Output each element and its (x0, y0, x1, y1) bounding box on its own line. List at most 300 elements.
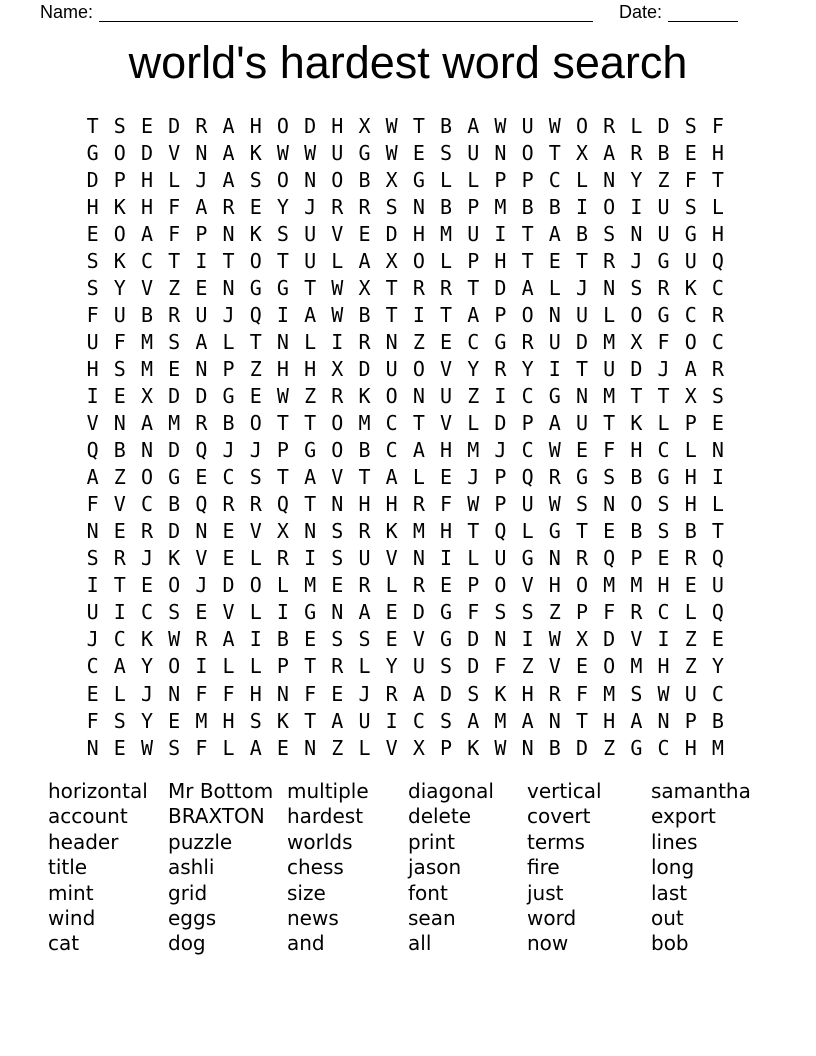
grid-cell: K (467, 735, 480, 760)
grid-cell: C (385, 411, 398, 436)
grid-cell: A (467, 302, 480, 327)
grid-cell: E (358, 221, 371, 246)
grid-cell: G (168, 465, 181, 490)
grid-cell: J (222, 302, 235, 327)
word-list-item: print (408, 829, 455, 854)
grid-cell: W (140, 735, 153, 760)
grid-cell: B (440, 194, 453, 219)
grid-cell: X (358, 113, 371, 138)
word-list-item: terms (527, 829, 585, 854)
grid-cell: O (276, 167, 289, 192)
word-list-item: word (527, 906, 577, 931)
grid-cell: L (168, 167, 181, 192)
grid-cell: F (195, 735, 208, 760)
grid-cell: E (113, 735, 126, 760)
grid-cell: T (304, 275, 317, 300)
date-fill-line (668, 4, 738, 22)
grid-cell: G (358, 140, 371, 165)
grid-cell: Z (467, 383, 480, 408)
grid-cell: R (575, 546, 588, 571)
grid-cell: N (711, 438, 724, 463)
grid-cell: H (548, 573, 561, 598)
grid-cell: U (195, 302, 208, 327)
grid-cell: W (548, 627, 561, 652)
grid-cell: M (440, 221, 453, 246)
grid-cell: W (467, 492, 480, 517)
grid-cell: W (168, 627, 181, 652)
grid-cell: L (467, 167, 480, 192)
grid-cell: N (412, 194, 425, 219)
grid-cell: R (548, 465, 561, 490)
grid-cell: E (657, 546, 670, 571)
grid-cell: S (86, 546, 99, 571)
grid-cell: X (331, 356, 344, 381)
grid-cell: K (385, 519, 398, 544)
grid-cell: I (494, 383, 507, 408)
grid-cell: K (358, 383, 371, 408)
grid-cell: A (412, 681, 425, 706)
grid-cell: H (657, 654, 670, 679)
grid-cell: L (440, 248, 453, 273)
grid-cell: U (358, 708, 371, 733)
grid-cell: N (548, 708, 561, 733)
word-list-item: chess (287, 855, 344, 880)
grid-cell: D (222, 573, 235, 598)
grid-cell: Q (603, 546, 616, 571)
grid-cell: F (86, 492, 99, 517)
grid-cell: A (412, 438, 425, 463)
grid-cell: N (168, 681, 181, 706)
grid-cell: T (276, 465, 289, 490)
grid-cell: R (657, 275, 670, 300)
grid-cell: V (86, 411, 99, 436)
grid-cell: P (467, 194, 480, 219)
grid-cell: E (276, 735, 289, 760)
grid-cell: C (548, 167, 561, 192)
grid-cell: B (113, 438, 126, 463)
grid-cell: W (276, 140, 289, 165)
grid-cell: Z (548, 600, 561, 625)
grid-cell: Q (711, 248, 724, 273)
grid-cell: O (249, 411, 262, 436)
grid-cell: F (168, 221, 181, 246)
grid-cell: Z (304, 383, 317, 408)
grid-cell: C (657, 735, 670, 760)
grid-cell: C (711, 329, 724, 354)
grid-cell: P (467, 248, 480, 273)
grid-cell: P (630, 546, 643, 571)
grid-cell: R (711, 356, 724, 381)
grid-cell: P (575, 600, 588, 625)
grid-cell: U (304, 221, 317, 246)
grid-cell: S (168, 600, 181, 625)
grid-cell: D (494, 275, 507, 300)
grid-cell: T (657, 383, 670, 408)
grid-cell: N (304, 519, 317, 544)
grid-cell: M (603, 383, 616, 408)
grid-cell: O (630, 492, 643, 517)
grid-cell: M (140, 356, 153, 381)
grid-cell: L (467, 546, 480, 571)
grid-cell: B (140, 302, 153, 327)
grid-cell: E (711, 627, 724, 652)
grid-cell: L (222, 735, 235, 760)
grid-cell: E (249, 194, 262, 219)
grid-cell: W (385, 113, 398, 138)
grid-cell: V (412, 627, 425, 652)
grid-cell: T (249, 329, 262, 354)
word-list-item: and (287, 931, 325, 956)
grid-cell: Y (140, 654, 153, 679)
grid-cell: H (86, 356, 99, 381)
grid-cell: C (412, 708, 425, 733)
grid-cell: A (140, 221, 153, 246)
name-fill-line (99, 4, 593, 22)
grid-cell: O (575, 573, 588, 598)
grid-cell: R (195, 113, 208, 138)
grid-cell: N (195, 356, 208, 381)
grid-cell: D (494, 411, 507, 436)
grid-cell: U (358, 546, 371, 571)
date-label: Date: (618, 2, 662, 22)
grid-cell: O (168, 573, 181, 598)
grid-cell: Q (195, 438, 208, 463)
grid-cell: V (331, 465, 344, 490)
grid-cell: U (575, 302, 588, 327)
grid-cell: R (358, 194, 371, 219)
grid-cell: V (331, 221, 344, 246)
grid-cell: L (249, 546, 262, 571)
grid-cell: R (113, 546, 126, 571)
grid-cell: R (331, 194, 344, 219)
grid-cell: C (467, 329, 480, 354)
grid-cell: G (684, 221, 697, 246)
grid-cell: S (331, 546, 344, 571)
grid-cell: M (168, 411, 181, 436)
grid-cell: T (385, 302, 398, 327)
grid-cell: L (249, 600, 262, 625)
grid-cell: D (630, 356, 643, 381)
grid-cell: U (86, 329, 99, 354)
grid-cell: R (168, 302, 181, 327)
grid-cell: E (140, 113, 153, 138)
grid-cell: J (249, 438, 262, 463)
grid-cell: Z (249, 356, 262, 381)
grid-cell: V (385, 546, 398, 571)
grid-cell: W (304, 140, 317, 165)
grid-cell: G (657, 302, 670, 327)
grid-cell: V (168, 140, 181, 165)
grid-cell: Y (385, 654, 398, 679)
grid-cell: T (113, 573, 126, 598)
word-list-item: out (651, 906, 684, 931)
word-list-item: jason (408, 855, 462, 880)
grid-cell: X (575, 140, 588, 165)
grid-cell: O (276, 113, 289, 138)
grid-cell: F (467, 600, 480, 625)
word-list-item: dog (168, 931, 206, 956)
grid-cell: C (684, 302, 697, 327)
grid-cell: A (548, 411, 561, 436)
grid-cell: E (86, 681, 99, 706)
grid-cell: F (711, 113, 724, 138)
grid-cell: I (657, 627, 670, 652)
grid-cell: U (603, 356, 616, 381)
grid-cell: R (249, 492, 262, 517)
grid-cell: D (467, 627, 480, 652)
grid-cell: V (385, 735, 398, 760)
grid-cell: G (630, 735, 643, 760)
word-list-item: multiple (287, 779, 369, 803)
grid-cell: C (657, 600, 670, 625)
grid-cell: H (684, 492, 697, 517)
grid-cell: B (521, 194, 534, 219)
word-list-item: mint (48, 880, 94, 905)
grid-cell: E (575, 438, 588, 463)
grid-cell: U (385, 356, 398, 381)
grid-cell: O (412, 356, 425, 381)
grid-cell: B (276, 627, 289, 652)
grid-cell: F (440, 492, 453, 517)
grid-cell: Y (711, 654, 724, 679)
grid-cell: B (657, 140, 670, 165)
grid-cell: Y (113, 275, 126, 300)
grid-cell: H (494, 248, 507, 273)
grid-cell: Y (467, 356, 480, 381)
grid-cell: E (86, 221, 99, 246)
grid-cell: H (684, 735, 697, 760)
grid-cell: R (358, 519, 371, 544)
grid-cell: I (494, 221, 507, 246)
grid-cell: H (684, 465, 697, 490)
grid-cell: L (304, 329, 317, 354)
grid-cell: F (575, 681, 588, 706)
name-label: Name: (40, 2, 94, 22)
grid-cell: K (249, 140, 262, 165)
grid-cell: H (140, 194, 153, 219)
grid-cell: N (195, 519, 208, 544)
grid-cell: E (440, 573, 453, 598)
grid-cell: O (331, 167, 344, 192)
grid-cell: V (440, 356, 453, 381)
grid-cell: C (385, 438, 398, 463)
grid-cell: S (331, 519, 344, 544)
grid-cell: U (684, 248, 697, 273)
grid-cell: E (195, 465, 208, 490)
grid-cell: R (548, 681, 561, 706)
grid-cell: T (630, 383, 643, 408)
grid-cell: E (684, 573, 697, 598)
grid-cell: A (358, 600, 371, 625)
grid-cell: E (113, 383, 126, 408)
grid-cell: O (575, 113, 588, 138)
grid-cell: A (521, 275, 534, 300)
grid-cell: H (440, 438, 453, 463)
grid-cell: V (140, 275, 153, 300)
grid-cell: K (113, 194, 126, 219)
grid-cell: D (412, 600, 425, 625)
word-list-item: puzzle (168, 829, 233, 854)
grid-cell: N (412, 546, 425, 571)
grid-cell: I (575, 194, 588, 219)
grid-cell: Y (521, 356, 534, 381)
grid-cell: S (440, 140, 453, 165)
grid-cell: A (222, 140, 235, 165)
word-column (408, 779, 494, 957)
grid-cell: F (222, 681, 235, 706)
grid-cell: I (711, 465, 724, 490)
word-list-item: long (651, 855, 695, 880)
word-list-item: export (651, 804, 716, 829)
grid-cell: F (603, 600, 616, 625)
grid-cell: N (575, 383, 588, 408)
grid-cell: X (358, 275, 371, 300)
grid-cell: S (276, 221, 289, 246)
grid-cell: M (304, 573, 317, 598)
grid-cell: C (140, 248, 153, 273)
grid-cell: M (603, 681, 616, 706)
grid-cell: T (548, 140, 561, 165)
grid-cell: L (575, 167, 588, 192)
grid-cell: S (603, 221, 616, 246)
grid-cell: I (249, 627, 262, 652)
grid-cell: Q (276, 492, 289, 517)
grid-cell: H (249, 681, 262, 706)
grid-cell: T (358, 465, 371, 490)
grid-cell: B (358, 302, 371, 327)
grid-cell: I (548, 356, 561, 381)
grid-cell: R (440, 275, 453, 300)
word-list-item: size (287, 880, 326, 905)
grid-cell: H (711, 221, 724, 246)
grid-cell: E (222, 546, 235, 571)
grid-cell: P (467, 573, 480, 598)
grid-cell: N (86, 519, 99, 544)
grid-cell: S (86, 248, 99, 273)
grid-cell: G (276, 275, 289, 300)
grid-cell: U (304, 248, 317, 273)
grid-cell: S (249, 465, 262, 490)
grid-cell: O (494, 573, 507, 598)
word-list-item: eggs (168, 906, 217, 931)
grid-cell: O (603, 654, 616, 679)
grid-cell: D (168, 519, 181, 544)
grid-cell: T (385, 275, 398, 300)
word-list-item: fire (527, 855, 560, 880)
grid-cell: F (304, 681, 317, 706)
grid-cell: I (276, 302, 289, 327)
grid-cell: L (222, 654, 235, 679)
word-list-item: cat (48, 931, 80, 956)
word-column (287, 779, 369, 957)
grid-cell: B (711, 708, 724, 733)
grid-cell: T (575, 708, 588, 733)
word-list-item: horizontal (48, 779, 148, 803)
grid-cell: J (630, 248, 643, 273)
grid-cell: A (603, 140, 616, 165)
grid-cell: S (684, 194, 697, 219)
grid-cell: Q (249, 302, 262, 327)
grid-cell: F (657, 329, 670, 354)
grid-cell: L (548, 275, 561, 300)
grid-cell: E (385, 627, 398, 652)
grid-cell: G (494, 329, 507, 354)
grid-cell: I (412, 302, 425, 327)
grid-cell: R (521, 329, 534, 354)
grid-cell: B (684, 519, 697, 544)
grid-cell: E (331, 573, 344, 598)
grid-cell: J (575, 275, 588, 300)
grid-cell: K (168, 546, 181, 571)
grid-cell: S (657, 492, 670, 517)
grid-cell: H (630, 438, 643, 463)
grid-cell: N (222, 275, 235, 300)
grid-cell: S (385, 194, 398, 219)
grid-cell: A (331, 708, 344, 733)
grid-cell: C (711, 275, 724, 300)
grid-cell: W (331, 302, 344, 327)
grid-cell: F (603, 438, 616, 463)
grid-cell: H (222, 708, 235, 733)
grid-cell: I (630, 194, 643, 219)
grid-cell: E (195, 275, 208, 300)
grid-cell: S (603, 465, 616, 490)
grid-cell: S (113, 708, 126, 733)
grid-cell: X (575, 627, 588, 652)
grid-cell: S (575, 492, 588, 517)
grid-cell: S (467, 681, 480, 706)
grid-cell: K (494, 681, 507, 706)
grid-cell: Y (630, 167, 643, 192)
word-column (651, 779, 751, 957)
word-list-item: sean (408, 906, 456, 931)
grid-cell: E (168, 708, 181, 733)
grid-cell: T (168, 248, 181, 273)
grid-cell: N (276, 681, 289, 706)
grid-cell: I (195, 654, 208, 679)
grid-cell: E (140, 573, 153, 598)
grid-cell: A (304, 302, 317, 327)
grid-cell: N (494, 140, 507, 165)
grid-cell: M (603, 329, 616, 354)
grid-cell: E (168, 356, 181, 381)
grid-cell: G (249, 275, 262, 300)
grid-cell: N (521, 735, 534, 760)
grid-cell: G (222, 383, 235, 408)
grid-cell: A (304, 465, 317, 490)
grid-cell: Y (276, 194, 289, 219)
grid-cell: J (494, 438, 507, 463)
grid-cell: Z (684, 654, 697, 679)
grid-cell: S (440, 654, 453, 679)
grid-cell: H (385, 492, 398, 517)
grid-cell: N (304, 167, 317, 192)
grid-cell: W (548, 438, 561, 463)
grid-cell: R (358, 329, 371, 354)
grid-cell: M (467, 438, 480, 463)
grid-cell: Z (657, 167, 670, 192)
grid-cell: O (249, 573, 262, 598)
grid-cell: O (249, 248, 262, 273)
grid-cell: T (711, 167, 724, 192)
grid-cell: A (630, 708, 643, 733)
grid-cell: E (113, 519, 126, 544)
grid-cell: U (575, 411, 588, 436)
grid-cell: D (168, 438, 181, 463)
word-list-item: header (48, 829, 119, 854)
grid-cell: R (603, 113, 616, 138)
grid-cell: B (358, 167, 371, 192)
